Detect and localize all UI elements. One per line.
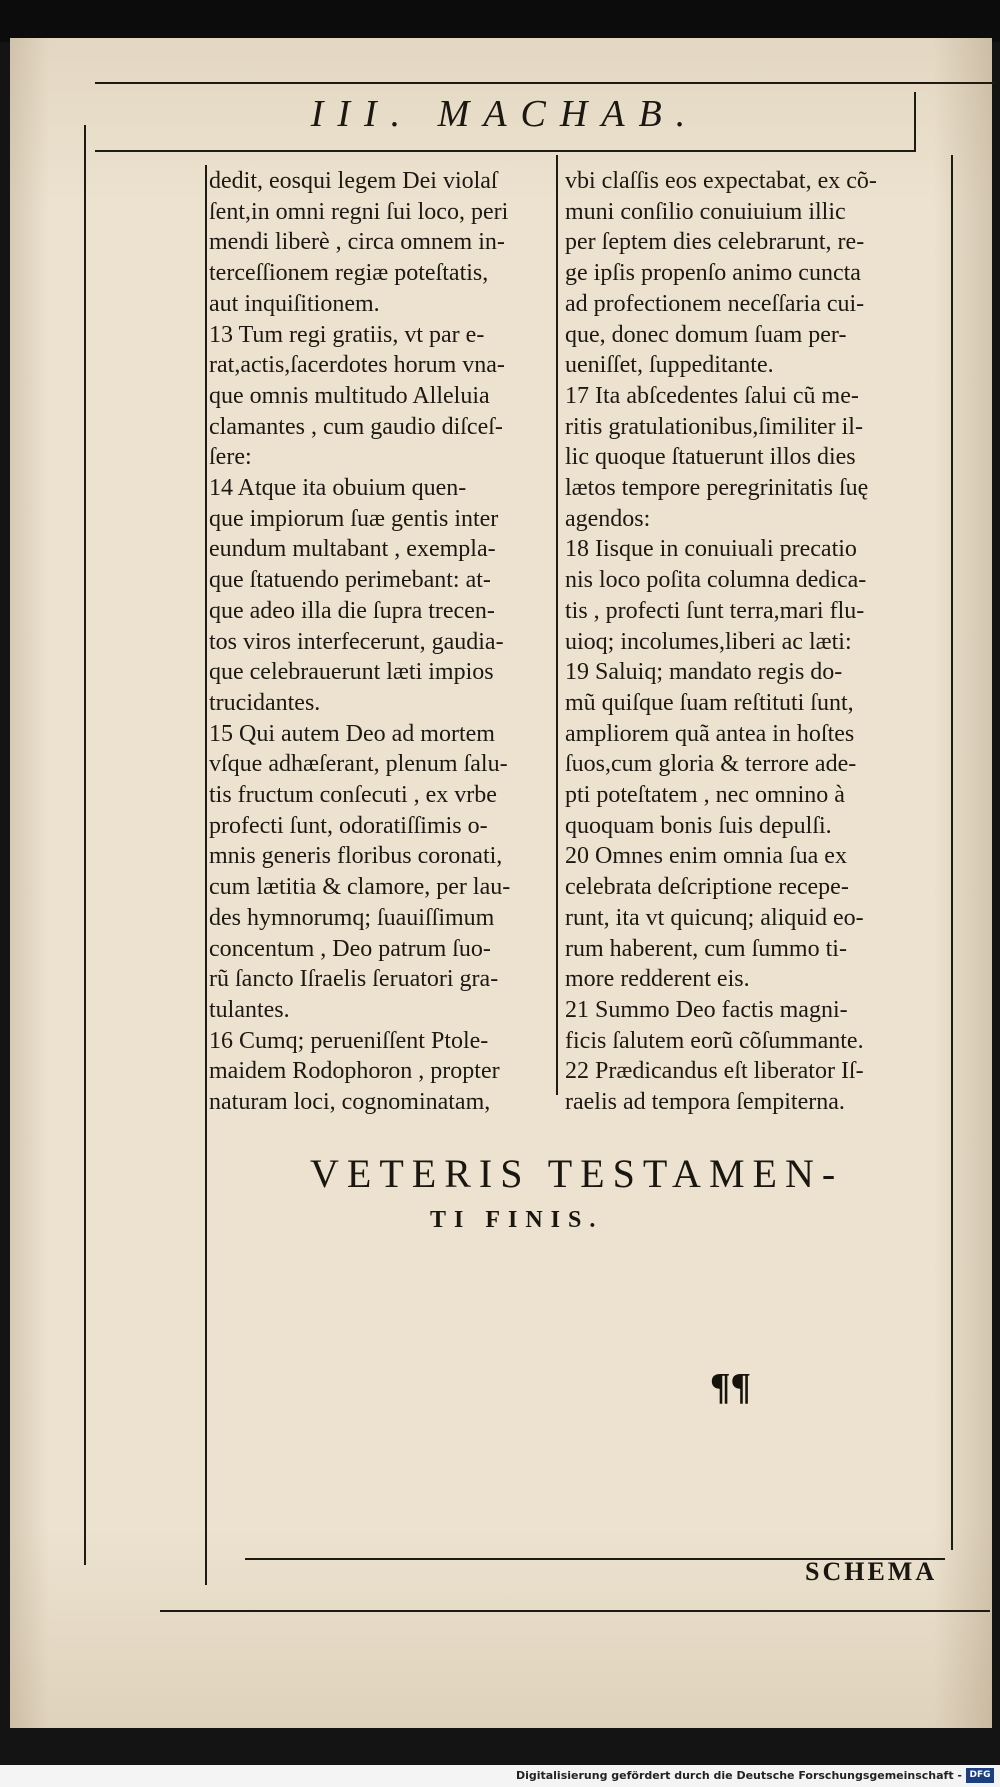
left-column-line: 16 Cumq; perueniſſent Ptole- bbox=[209, 1027, 489, 1054]
right-column-line: mũ quiſque ſuam reſtituti ſunt, bbox=[565, 689, 854, 716]
header-rule-bottom bbox=[95, 150, 915, 152]
right-column-line: celebrata deſcriptione recepe- bbox=[565, 874, 849, 901]
left-column-line: 13 Tum regi gratiis, vt par e- bbox=[209, 321, 485, 348]
right-column-line: que, donec domum ſuam per- bbox=[565, 321, 847, 348]
right-column-line: 17 Ita abſcedentes ſalui cũ me- bbox=[565, 382, 859, 409]
finis-heading-line2: TI FINIS. bbox=[430, 1207, 604, 1233]
right-column-line: 20 Omnes enim omnia ſua ex bbox=[565, 843, 847, 870]
left-column-line: mnis generis floribus coronati, bbox=[209, 843, 503, 870]
left-column-line: mendi liberè , circa omnem in- bbox=[209, 229, 505, 256]
left-column-line: tos viros interfecerunt, gaudia- bbox=[209, 628, 504, 655]
left-column-line: tulantes. bbox=[209, 996, 290, 1023]
left-column-line: eundum multabant , exempla- bbox=[209, 536, 496, 563]
right-column-line: ampliorem quã antea in hoſtes bbox=[565, 720, 855, 747]
right-column-line: 22 Prædicandus eſt liberator Iſ- bbox=[565, 1058, 864, 1085]
digitization-footer bbox=[0, 1765, 1000, 1787]
catchword: SCHEMA bbox=[805, 1557, 938, 1586]
left-column-line: rũ ſancto Iſraelis ſeruatori gra- bbox=[209, 966, 499, 993]
finis-heading-line1: VETERIS TESTAMEN- bbox=[310, 1151, 844, 1196]
right-column-line: ad profectionem neceſſaria cui- bbox=[565, 290, 865, 317]
right-column-line: tis , profecti ſunt terra,mari flu- bbox=[565, 597, 865, 624]
left-column-line: vſque adhæſerant, plenum ſalu- bbox=[209, 751, 508, 778]
left-column-line: clamantes , cum gaudio diſceſ- bbox=[209, 413, 503, 440]
right-column-line: more redderent eis. bbox=[565, 966, 750, 993]
right-column-line: lætos tempore peregrinitatis ſuę bbox=[565, 475, 869, 502]
running-head: III. MACHAB. bbox=[310, 93, 700, 135]
left-column-line: que impiorum ſuæ gentis inter bbox=[209, 505, 499, 532]
left-inner-border bbox=[205, 165, 207, 1585]
left-column-line: rat,actis,ſacerdotes horum vna- bbox=[209, 352, 505, 379]
header-rule-top bbox=[95, 82, 995, 84]
signature-mark: ¶¶ bbox=[710, 1366, 752, 1408]
right-column bbox=[565, 166, 905, 1118]
left-column-line: maidem Rodophoron , propter bbox=[209, 1058, 500, 1085]
right-column-line: 21 Summo Deo factis magni- bbox=[565, 996, 848, 1023]
scan-top-border bbox=[0, 0, 1000, 42]
left-column-line: 14 Atque ita obuium quen- bbox=[209, 475, 467, 502]
left-column-line: ſere: bbox=[209, 444, 252, 471]
left-column-line: aut inquiſitionem. bbox=[209, 290, 380, 317]
right-column-line: nis loco poſita columna dedica- bbox=[565, 567, 867, 594]
left-column-line: que omnis multitudo Alleluia bbox=[209, 382, 490, 409]
left-column-line: naturam loci, cognominatam, bbox=[209, 1089, 491, 1116]
left-column-line: que adeo illa die ſupra trecen- bbox=[209, 597, 495, 624]
right-column-line: uioq; incolumes,liberi ac læti: bbox=[565, 628, 852, 655]
left-outer-border bbox=[84, 125, 86, 1565]
right-column-line: quoquam bonis ſuis depulſi. bbox=[565, 812, 832, 839]
right-column-line: ueniſſet, ſuppeditante. bbox=[565, 352, 774, 379]
left-column-line: trucidantes. bbox=[209, 689, 321, 716]
left-column-line: terceſſionem regiæ poteſtatis, bbox=[209, 260, 489, 287]
left-column-line: 15 Qui autem Deo ad mortem bbox=[209, 720, 495, 747]
right-column-line: ritis gratulationibus,ſimiliter il- bbox=[565, 413, 863, 440]
right-column-line: agendos: bbox=[565, 505, 651, 532]
left-column-line: des hymnorumq; ſuauiſſimum bbox=[209, 904, 495, 931]
right-column-line: rum haberent, cum ſummo ti- bbox=[565, 935, 847, 962]
right-column-line: per ſeptem dies celebrarunt, re- bbox=[565, 229, 865, 256]
right-column-line: lic quoque ſtatuerunt illos dies bbox=[565, 444, 856, 471]
left-column-line: que ſtatuendo perimebant: at- bbox=[209, 567, 491, 594]
left-column-line: que celebrauerunt læti impios bbox=[209, 659, 494, 686]
right-column-line: 19 Saluiq; mandato regis do- bbox=[565, 659, 843, 686]
left-column-line: tis fructum conſecuti , ex vrbe bbox=[209, 782, 497, 809]
footer-credit: Digitalisierung gefördert durch die Deutsche Forschungsgemeinschaft - bbox=[515, 1769, 962, 1782]
page-bottom-rule bbox=[160, 1610, 990, 1612]
right-column-line: muni conſilio conuiuium illic bbox=[565, 198, 846, 225]
right-column-line: runt, ita vt quicunq; aliquid eo- bbox=[565, 904, 864, 931]
right-inner-border bbox=[951, 155, 953, 1550]
right-column-line: raelis ad tempora ſempiterna. bbox=[565, 1089, 845, 1116]
right-column-line: ge ipſis propenſo animo cuncta bbox=[565, 260, 861, 287]
left-column bbox=[209, 166, 549, 1118]
dfg-logo: DFG bbox=[966, 1768, 994, 1783]
right-column-line: 18 Iisque in conuiuali precatio bbox=[565, 536, 857, 563]
left-column-line: concentum , Deo patrum ſuo- bbox=[209, 935, 491, 962]
right-column-line: vbi claſſis eos expectabat, ex cõ- bbox=[565, 168, 877, 194]
right-column-line: pti poteſtatem , nec omnino à bbox=[565, 782, 845, 809]
left-column-line: ſent,in omni regni ſui loco, peri bbox=[209, 198, 509, 225]
column-divider bbox=[556, 155, 558, 1095]
right-column-line: ſuos,cum gloria & terrore ade- bbox=[565, 751, 857, 778]
left-column-line: dedit, eosqui legem Dei violaſ bbox=[209, 168, 498, 194]
left-column-line: profecti ſunt, odoratiſſimis o- bbox=[209, 812, 488, 839]
right-column-line: ficis ſalutem eorũ cõſummante. bbox=[565, 1027, 864, 1054]
left-column-line: cum lætitia & clamore, per lau- bbox=[209, 874, 511, 901]
